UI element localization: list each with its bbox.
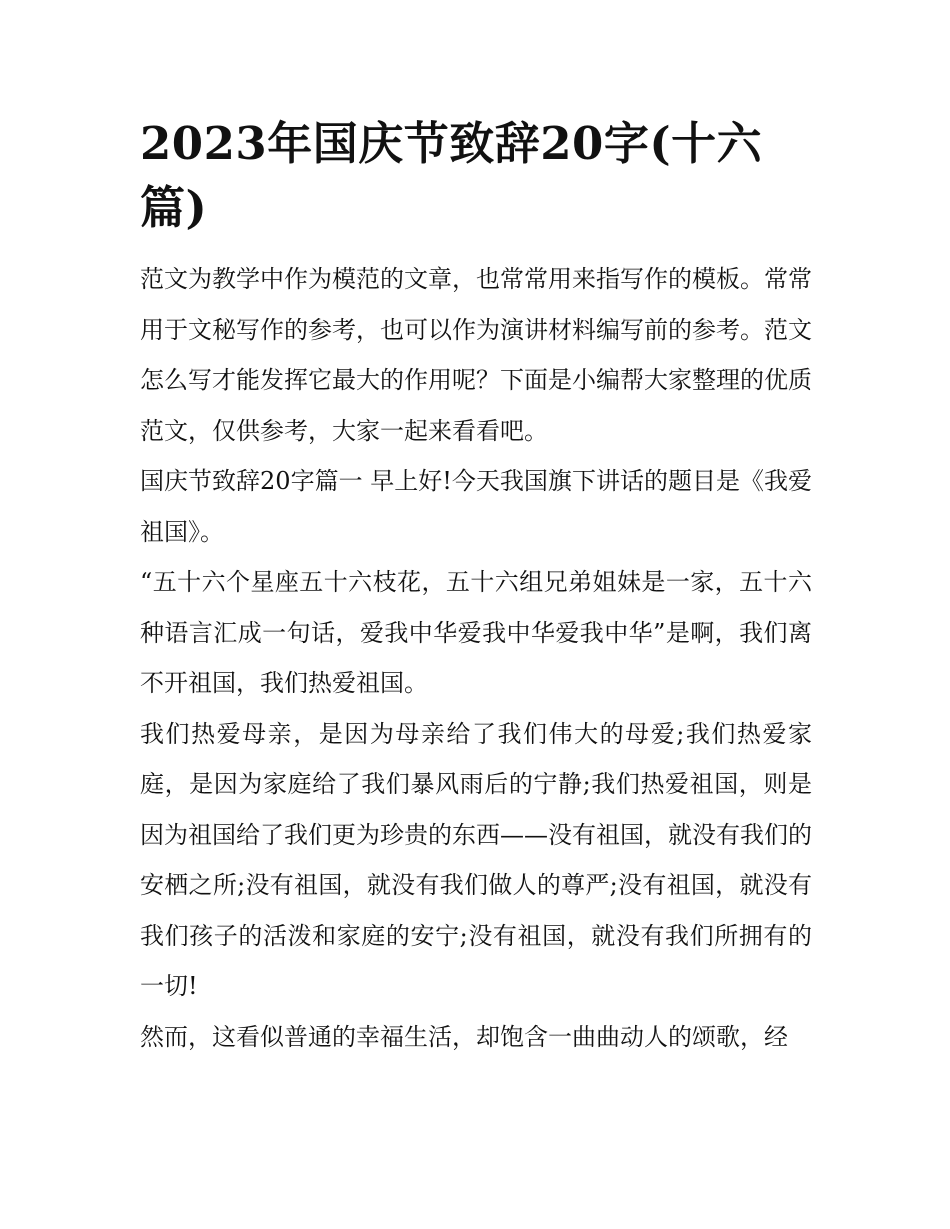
document-title: 2023年国庆节致辞20字(十六篇) (140, 117, 763, 234)
paragraph-section-one-opening: 国庆节致辞20字篇一 早上好!今天我国旗下讲话的题目是《我爱祖国》。 (140, 467, 812, 546)
paragraph-love-motherland: 我们热爱母亲，是因为母亲给了我们伟大的母爱;我们热爱家庭，是因为家庭给了我们暴风雨后的宁静;我们热爱祖国，则是因为祖国给了我们更为珍贵的东西——没有祖国，就没有我们的安栖之所;没有祖国，就没有我们做人的尊严;没有祖国，就没有我们孩子的活泼和家庭的安宁;没有祖国，就没有我们所拥有的一切! (140, 719, 812, 1000)
paragraph-intro: 范文为教学中作为模范的文章，也常常用来指写作的模板。常常用于文秘写作的参考，也可以作为演讲材料编写前的参考。范文怎么写才能发挥它最大的作用呢？下面是小编帮大家整理的优质范文，仅供参考，大家一起来看看吧。 (140, 265, 812, 445)
document-body (140, 254, 812, 1062)
paragraph-song-quote: “五十六个星座五十六枝花，五十六组兄弟姐妹是一家，五十六种语言汇成一句话，爱我中华爱我中华爱我中华”是啊，我们离不开祖国，我们热爱祖国。 (140, 568, 812, 697)
document-content (140, 112, 812, 1062)
paragraph-happy-life: 然而，这看似普通的幸福生活，却饱含一曲曲动人的颂歌，经 (140, 1022, 788, 1051)
